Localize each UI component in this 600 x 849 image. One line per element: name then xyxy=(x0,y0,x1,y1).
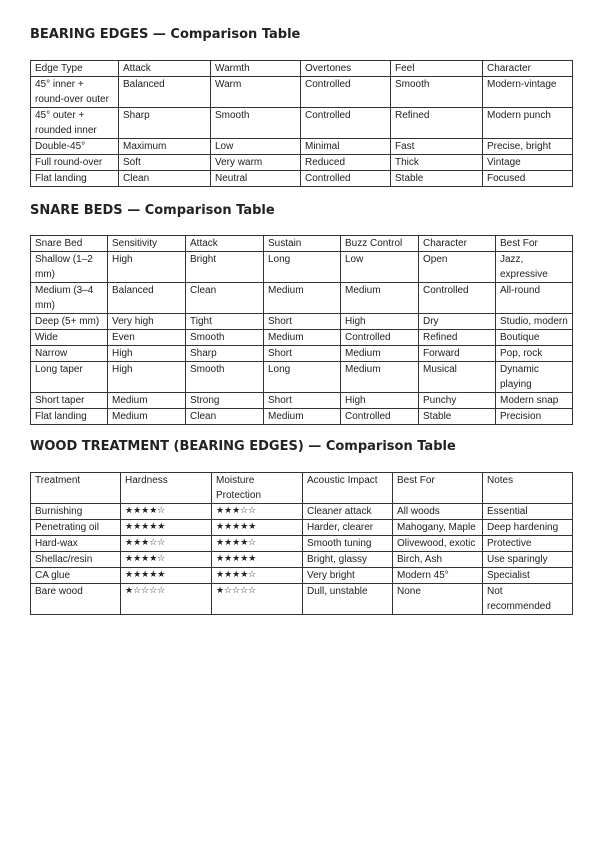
column-header: Hardness xyxy=(121,473,212,504)
table-cell: Medium xyxy=(264,283,341,314)
table-cell: Balanced xyxy=(119,77,211,108)
moisture-rating: ★☆☆☆☆ xyxy=(212,584,303,615)
table-cell: Clean xyxy=(119,171,211,187)
table-cell: Fast xyxy=(391,139,483,155)
table-cell: Studio, modern xyxy=(496,314,573,330)
table-cell: Low xyxy=(341,252,419,283)
table-cell: Strong xyxy=(186,393,264,409)
column-header: Acoustic Impact xyxy=(303,473,393,504)
table-cell: Thick xyxy=(391,155,483,171)
table-cell: Controlled xyxy=(301,171,391,187)
table-cell: Smooth tuning xyxy=(303,536,393,552)
table-cell: Controlled xyxy=(419,283,496,314)
table-cell: High xyxy=(108,362,186,393)
table-row xyxy=(31,252,573,283)
table-cell: Musical xyxy=(419,362,496,393)
table-row xyxy=(31,520,573,536)
table-cell: Forward xyxy=(419,346,496,362)
table-row xyxy=(31,283,573,314)
table-cell: Minimal xyxy=(301,139,391,155)
hardness-rating: ★★★☆☆ xyxy=(121,536,212,552)
table-cell: 45° inner + round-over outer xyxy=(31,77,119,108)
table-cell: Soft xyxy=(119,155,211,171)
bearing-edges-table xyxy=(30,60,573,187)
table-cell: None xyxy=(393,584,483,615)
moisture-rating: ★★★★☆ xyxy=(212,536,303,552)
column-header: Treatment xyxy=(31,473,121,504)
table-cell: Mahogany, Maple xyxy=(393,520,483,536)
column-header: Best For xyxy=(393,473,483,504)
table-cell: High xyxy=(341,393,419,409)
table-cell: Focused xyxy=(483,171,573,187)
table-cell: Sharp xyxy=(186,346,264,362)
column-header: Moisture Protection xyxy=(212,473,303,504)
column-header: Notes xyxy=(483,473,573,504)
table-row xyxy=(31,362,573,393)
table-cell: Warm xyxy=(211,77,301,108)
table-cell: Wide xyxy=(31,330,108,346)
table-cell: Stable xyxy=(419,409,496,425)
table-cell: Cleaner attack xyxy=(303,504,393,520)
table-cell: All woods xyxy=(393,504,483,520)
table-cell: Clean xyxy=(186,409,264,425)
moisture-rating: ★★★★☆ xyxy=(212,568,303,584)
table-row xyxy=(31,584,573,615)
table-cell: Tight xyxy=(186,314,264,330)
table-cell: High xyxy=(108,252,186,283)
table-cell: Deep hardening xyxy=(483,520,573,536)
table-cell: Boutique xyxy=(496,330,573,346)
table-row xyxy=(31,330,573,346)
column-header: Warmth xyxy=(211,61,301,77)
table-cell: Dull, unstable xyxy=(303,584,393,615)
table-cell: Long xyxy=(264,252,341,283)
wood-treatment-title: WOOD TREATMENT (BEARING EDGES) — Comparison Table xyxy=(30,439,456,454)
table-cell: Hard-wax xyxy=(31,536,121,552)
table-cell: Shallow (1–2 mm) xyxy=(31,252,108,283)
table-cell: Medium xyxy=(108,409,186,425)
table-cell: Maximum xyxy=(119,139,211,155)
table-cell: Low xyxy=(211,139,301,155)
column-header: Character xyxy=(419,236,496,252)
table-cell: Smooth xyxy=(186,362,264,393)
table-cell: Sharp xyxy=(119,108,211,139)
column-header: Overtones xyxy=(301,61,391,77)
table-cell: Medium xyxy=(264,409,341,425)
table-cell: Full round-over xyxy=(31,155,119,171)
table-cell: Short xyxy=(264,346,341,362)
table-cell: Birch, Ash xyxy=(393,552,483,568)
table-header-row xyxy=(31,473,573,504)
table-row xyxy=(31,568,573,584)
table-cell: Jazz, expressive xyxy=(496,252,573,283)
table-cell: Pop, rock xyxy=(496,346,573,362)
column-header: Attack xyxy=(119,61,211,77)
table-cell: Controlled xyxy=(341,409,419,425)
hardness-rating: ★★★★☆ xyxy=(121,504,212,520)
table-cell: Controlled xyxy=(301,108,391,139)
table-cell: Medium xyxy=(341,362,419,393)
table-row xyxy=(31,393,573,409)
hardness-rating: ★★★★★ xyxy=(121,568,212,584)
table-cell: Stable xyxy=(391,171,483,187)
column-header: Buzz Control xyxy=(341,236,419,252)
column-header: Feel xyxy=(391,61,483,77)
table-row xyxy=(31,139,573,155)
column-header: Best For xyxy=(496,236,573,252)
table-cell: Shellac/resin xyxy=(31,552,121,568)
table-row xyxy=(31,552,573,568)
table-cell: Open xyxy=(419,252,496,283)
table-cell: Smooth xyxy=(211,108,301,139)
table-cell: Controlled xyxy=(301,77,391,108)
table-cell: Balanced xyxy=(108,283,186,314)
table-cell: Specialist xyxy=(483,568,573,584)
table-cell: Short taper xyxy=(31,393,108,409)
bearing-edges-title: BEARING EDGES — Comparison Table xyxy=(30,27,301,42)
column-header: Character xyxy=(483,61,573,77)
table-cell: High xyxy=(108,346,186,362)
column-header: Sensitivity xyxy=(108,236,186,252)
hardness-rating: ★★★★☆ xyxy=(121,552,212,568)
table-cell: Olivewood, exotic xyxy=(393,536,483,552)
table-cell: Very bright xyxy=(303,568,393,584)
wood-treatment-table xyxy=(30,472,573,615)
table-cell: Very warm xyxy=(211,155,301,171)
hardness-rating: ★★★★★ xyxy=(121,520,212,536)
table-cell: Dynamic playing xyxy=(496,362,573,393)
table-cell: Bright xyxy=(186,252,264,283)
table-cell: Modern 45° xyxy=(393,568,483,584)
table-cell: Burnishing xyxy=(31,504,121,520)
table-row xyxy=(31,171,573,187)
table-row xyxy=(31,346,573,362)
table-cell: Essential xyxy=(483,504,573,520)
table-cell: Double-45° xyxy=(31,139,119,155)
table-cell: Medium xyxy=(264,330,341,346)
table-cell: Smooth xyxy=(186,330,264,346)
table-row xyxy=(31,314,573,330)
table-cell: Punchy xyxy=(419,393,496,409)
table-cell: Modern snap xyxy=(496,393,573,409)
table-row xyxy=(31,536,573,552)
table-cell: Even xyxy=(108,330,186,346)
table-cell: Refined xyxy=(391,108,483,139)
table-cell: Clean xyxy=(186,283,264,314)
table-cell: Protective xyxy=(483,536,573,552)
table-cell: Deep (5+ mm) xyxy=(31,314,108,330)
table-cell: CA glue xyxy=(31,568,121,584)
table-cell: Smooth xyxy=(391,77,483,108)
hardness-rating: ★☆☆☆☆ xyxy=(121,584,212,615)
snare-beds-title: SNARE BEDS — Comparison Table xyxy=(30,203,275,218)
table-row xyxy=(31,155,573,171)
column-header: Attack xyxy=(186,236,264,252)
table-cell: Neutral xyxy=(211,171,301,187)
table-cell: 45° outer + rounded inner xyxy=(31,108,119,139)
table-cell: Bare wood xyxy=(31,584,121,615)
table-cell: Narrow xyxy=(31,346,108,362)
table-cell: Flat landing xyxy=(31,171,119,187)
table-cell: Medium xyxy=(341,283,419,314)
table-cell: Precise, bright xyxy=(483,139,573,155)
table-cell: Dry xyxy=(419,314,496,330)
moisture-rating: ★★★★★ xyxy=(212,552,303,568)
table-row xyxy=(31,108,573,139)
table-cell: Flat landing xyxy=(31,409,108,425)
table-cell: Use sparingly xyxy=(483,552,573,568)
table-cell: Very high xyxy=(108,314,186,330)
table-cell: Controlled xyxy=(341,330,419,346)
table-row xyxy=(31,77,573,108)
table-cell: Medium xyxy=(341,346,419,362)
table-header-row xyxy=(31,236,573,252)
moisture-rating: ★★★☆☆ xyxy=(212,504,303,520)
table-cell: Modern-vintage xyxy=(483,77,573,108)
table-cell: Short xyxy=(264,314,341,330)
table-cell: Medium (3–4 mm) xyxy=(31,283,108,314)
table-header-row xyxy=(31,61,573,77)
column-header: Snare Bed xyxy=(31,236,108,252)
table-cell: Not recommended xyxy=(483,584,573,615)
table-cell: Vintage xyxy=(483,155,573,171)
table-cell: Refined xyxy=(419,330,496,346)
table-cell: Reduced xyxy=(301,155,391,171)
table-cell: Long xyxy=(264,362,341,393)
moisture-rating: ★★★★★ xyxy=(212,520,303,536)
table-cell: All-round xyxy=(496,283,573,314)
table-row xyxy=(31,504,573,520)
table-cell: Penetrating oil xyxy=(31,520,121,536)
table-cell: Precision xyxy=(496,409,573,425)
snare-beds-table xyxy=(30,235,573,425)
column-header: Sustain xyxy=(264,236,341,252)
table-cell: Bright, glassy xyxy=(303,552,393,568)
column-header: Edge Type xyxy=(31,61,119,77)
table-cell: Short xyxy=(264,393,341,409)
table-cell: High xyxy=(341,314,419,330)
table-row xyxy=(31,409,573,425)
table-cell: Harder, clearer xyxy=(303,520,393,536)
table-cell: Medium xyxy=(108,393,186,409)
table-cell: Modern punch xyxy=(483,108,573,139)
table-cell: Long taper xyxy=(31,362,108,393)
